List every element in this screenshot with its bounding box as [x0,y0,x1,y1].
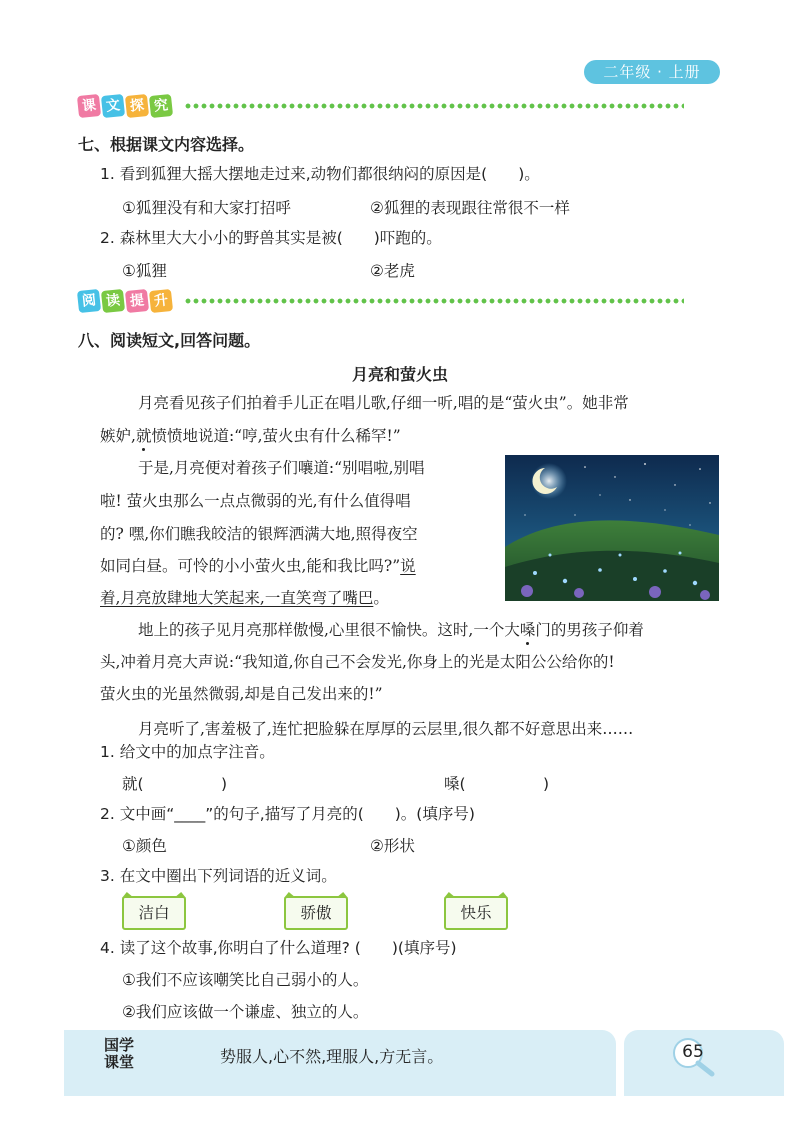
option-8-4-b[interactable]: ②我们应该做一个谦虚、独立的人。 [122,1003,369,1021]
section-badge [78,290,172,312]
option-8-2-b[interactable]: ②形状 [370,837,415,855]
question-8-3: 3. 在文中圈出下列词语的近义词。 [100,867,337,885]
underlined-sentence: 说 [400,557,416,575]
paragraph-2-line-5 [100,582,389,615]
underlined-sentence: 着,月亮放肆地大笑起来,一直笑弯了嘴巴 [100,589,374,607]
badge-char: 读 [101,289,125,313]
night-scene-image [505,455,719,601]
option-7-1-a[interactable]: ①狐狸没有和大家打招呼 [122,199,291,217]
dotted-divider [184,298,684,304]
section-badge [78,95,172,117]
badge-char: 课 [77,94,101,118]
badge-char: 究 [149,94,173,118]
paragraph-1-line-2 [100,420,401,453]
dotted-divider [184,103,684,109]
moon-firefly-illustration [505,455,719,601]
option-8-4-a[interactable]: ①我们不应该嘲笑比自己弱小的人。 [122,971,369,989]
question-8-4: 4. 读了这个故事,你明白了什么道理? ( )(填序号) [100,939,457,957]
word-box-jiebai: 洁白 [122,896,186,930]
story-title: 月亮和萤火虫 [351,365,448,384]
badge-char: 提 [125,289,149,313]
paragraph-1-line-1: 月亮看见孩子们拍着手儿正在唱儿歌,仔细一听,唱的是“萤火虫”。她非常 [138,394,629,412]
badge-char: 升 [149,289,173,313]
pinyin-answer-sang[interactable]: 嗓( ) [444,775,550,793]
badge-char: 阅 [77,289,101,313]
text: 地上的孩子见月亮那样傲慢,心里很不愉快。这时,一个大 [138,621,520,639]
text: 。 [373,589,389,607]
option-7-2-b[interactable]: ②老虎 [370,262,415,280]
question-title-8: 八、阅读短文,回答问题。 [78,331,261,350]
question-7-1: 1. 看到狐狸大摇大摆地走过来,动物们都很纳闷的原因是( )。 [100,165,540,183]
question-8-1: 1. 给文中的加点字注音。 [100,743,275,761]
option-7-1-b[interactable]: ②狐狸的表现跟往常很不一样 [370,199,570,217]
option-7-2-a[interactable]: ①狐狸 [122,262,167,280]
text: 如同白昼。可怜的小小萤火虫,能和我比吗?” [100,557,401,575]
footer-label: 国学课堂 [104,1036,135,1071]
badge-char: 探 [125,94,149,118]
pinyin-answer-jiu[interactable]: 就( ) [122,775,228,793]
dotted-char-jiu: 就 [135,427,152,445]
paragraph-2-line-4 [100,550,416,583]
text: 愤愤地说道:“哼,萤火虫有什么稀罕!” [151,427,401,445]
text: 门的男孩子仰着 [535,621,644,639]
paragraph-3-line-2: 头,冲着月亮大声说:“我知道,你自己不会发光,你身上的光是太阳公公给你的! [100,653,615,671]
word-box-kuaile: 快乐 [444,896,508,930]
page-number: 65 [682,1042,704,1062]
question-7-2: 2. 森林里大大小小的野兽其实是被( )吓跑的。 [100,229,442,247]
badge-char: 文 [101,94,125,118]
paragraph-3-line-1 [138,614,644,647]
dotted-char-sang: 嗓 [519,621,536,639]
section-header-text-exploration [78,92,684,120]
section-header-reading [78,287,684,315]
paragraph-4: 月亮听了,害羞极了,连忙把脸躲在厚厚的云层里,很久都不好意思出来…… [138,720,634,738]
grade-tag: 二年级 · 上册 [584,60,720,84]
question-title-7: 七、根据课文内容选择。 [78,135,255,154]
paragraph-2-line-3: 的? 嘿,你们瞧我皎洁的银辉洒满大地,照得夜空 [100,525,418,543]
paragraph-2-line-2: 啦! 萤火虫那么一点点微弱的光,有什么值得唱 [100,492,411,510]
question-8-2: 2. 文中画“____”的句子,描写了月亮的( )。(填序号) [100,805,475,823]
word-box-jiaoao: 骄傲 [284,896,348,930]
option-8-2-a[interactable]: ①颜色 [122,837,167,855]
paragraph-2-line-1: 于是,月亮便对着孩子们嚷道:“别唱啦,别唱 [138,459,425,477]
footer-quote: 势服人,心不然,理服人,方无言。 [220,1047,444,1066]
text: 嫉妒, [100,427,136,445]
paragraph-3-line-3: 萤火虫的光虽然微弱,却是自己发出来的!” [100,685,383,703]
